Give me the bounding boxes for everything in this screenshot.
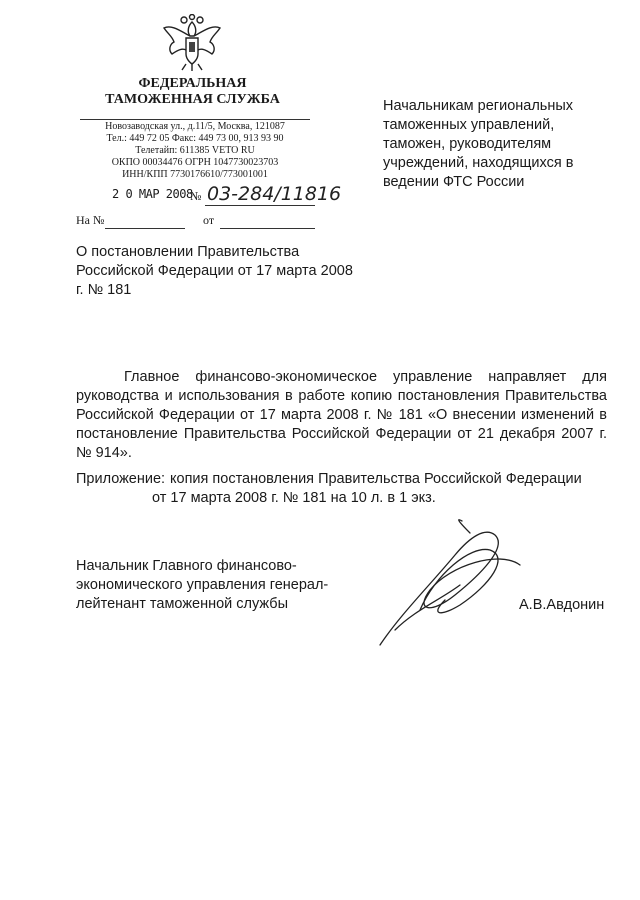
letter-subject: О постановлении Правительства Российской Федерации от 17 марта 2008 г. № 181	[76, 244, 353, 298]
reference-number-blank	[105, 228, 185, 229]
outgoing-number-underline	[205, 205, 315, 206]
signatory-title: Начальник Главного финансово-экономического управления генерал-лейтенант таможенной службы	[76, 558, 329, 612]
addressee: Начальникам региональных таможенных управлений, таможен, руководителям учреждений, находящихся в ведении ФТС России	[383, 98, 574, 190]
reference-date-blank	[220, 228, 315, 229]
signatory-name: А.В.Авдонин	[519, 597, 605, 613]
reference-number-label: На №	[76, 213, 105, 227]
org-address: Новозаводская ул., д.11/5, Москва, 121087	[105, 121, 285, 132]
org-telex: Телетайп: 611385 VETO RU	[135, 145, 255, 156]
header-divider	[80, 119, 310, 120]
org-name-line-1: ФЕДЕРАЛЬНАЯ	[138, 76, 247, 91]
number-sign: №	[190, 189, 202, 203]
attachment-line-1: копия постановления Правительства Российской Федерации	[170, 471, 582, 487]
org-phones: Тел.: 449 72 05 Факс: 449 73 00, 913 93 90	[106, 133, 284, 144]
attachment-line-2: от 17 марта 2008 г. № 181 на 10 л. в 1 экз.	[152, 490, 436, 506]
letter-body: Главное финансово-экономическое управление направляет для руководства и использования в работе копию постановления Правительства Российской Федерации от 17 марта 2008 г. № 181 «О внесении изменений в постановление Правительства Российской Федерации от 21 декабря 2007 г. № 914».	[76, 369, 607, 461]
attachment-label: Приложение:	[76, 471, 166, 487]
double-headed-eagle-emblem-icon	[160, 14, 224, 72]
org-inn-kpp: ИНН/КПП 7730176610/773001001	[122, 169, 268, 180]
org-okpo-ogrn: ОКПО 00034476 ОГРН 1047730023703	[111, 157, 279, 168]
org-name-line-2: ТАМОЖЕННАЯ СЛУЖБА	[105, 92, 280, 107]
outgoing-number: 03-284/11816	[207, 183, 342, 205]
date-stamp: 2 0 МАР 2008	[112, 187, 193, 201]
reference-date-label: от	[203, 213, 215, 227]
handwritten-signature	[360, 515, 525, 655]
